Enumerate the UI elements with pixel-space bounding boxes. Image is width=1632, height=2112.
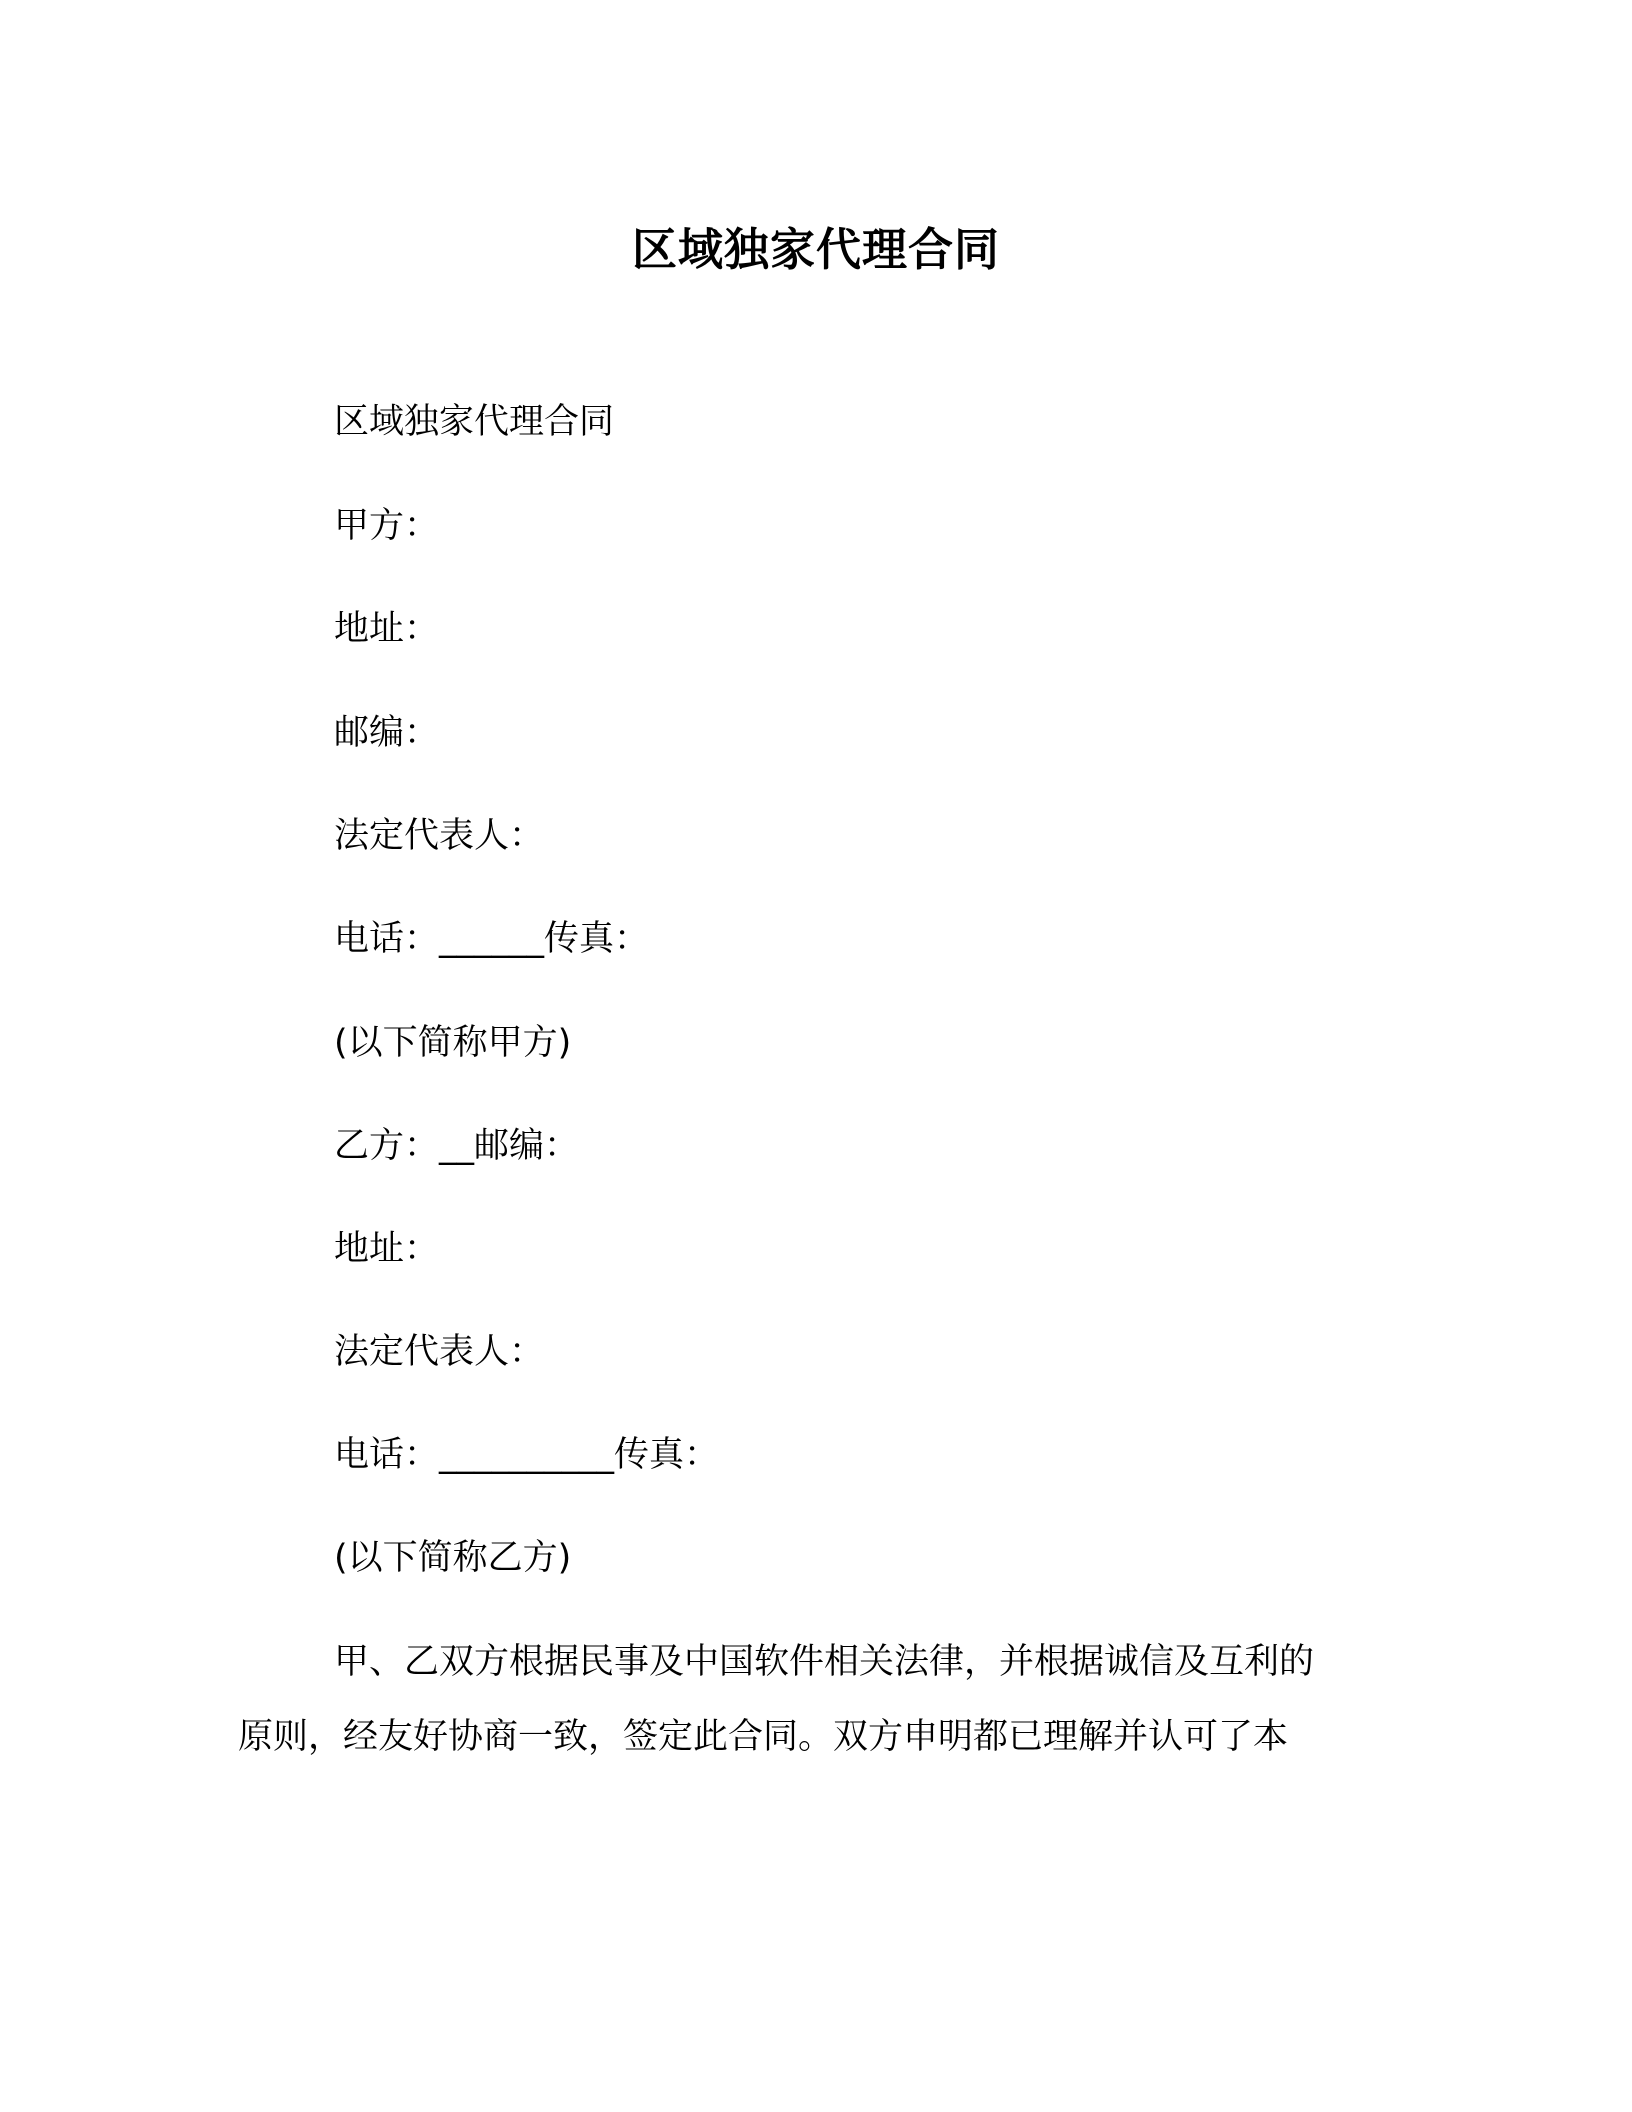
body-paragraph-line-1: 甲、乙双方根据民事及中国软件相关法律，并根据诚信及互利的 xyxy=(334,1642,1315,1682)
party-b-line: 乙方：__邮编： xyxy=(334,1126,580,1166)
subtitle-line: 区域独家代理合同 xyxy=(334,402,615,442)
party-a-abbrev-line: (以下简称甲方) xyxy=(334,1023,572,1063)
party-a-legal-rep-line: 法定代表人： xyxy=(334,816,545,856)
party-a-line: 甲方： xyxy=(334,506,440,546)
body-paragraph-line-2: 原则，经友好协商一致，签定此合同。双方申明都已理解并认可了本 xyxy=(238,1717,1289,1757)
party-b-address-line: 地址： xyxy=(334,1229,440,1269)
party-b-legal-rep-line: 法定代表人： xyxy=(334,1332,545,1372)
party-b-abbrev-line: (以下简称乙方) xyxy=(334,1538,572,1578)
party-a-address-line: 地址： xyxy=(334,609,440,649)
party-a-postcode-line: 邮编： xyxy=(334,713,440,753)
party-a-phone-fax-line: 电话：______传真： xyxy=(334,919,650,959)
document-title: 区域独家代理合同 xyxy=(631,223,1000,276)
party-b-phone-fax-line: 电话：__________传真： xyxy=(334,1435,720,1475)
